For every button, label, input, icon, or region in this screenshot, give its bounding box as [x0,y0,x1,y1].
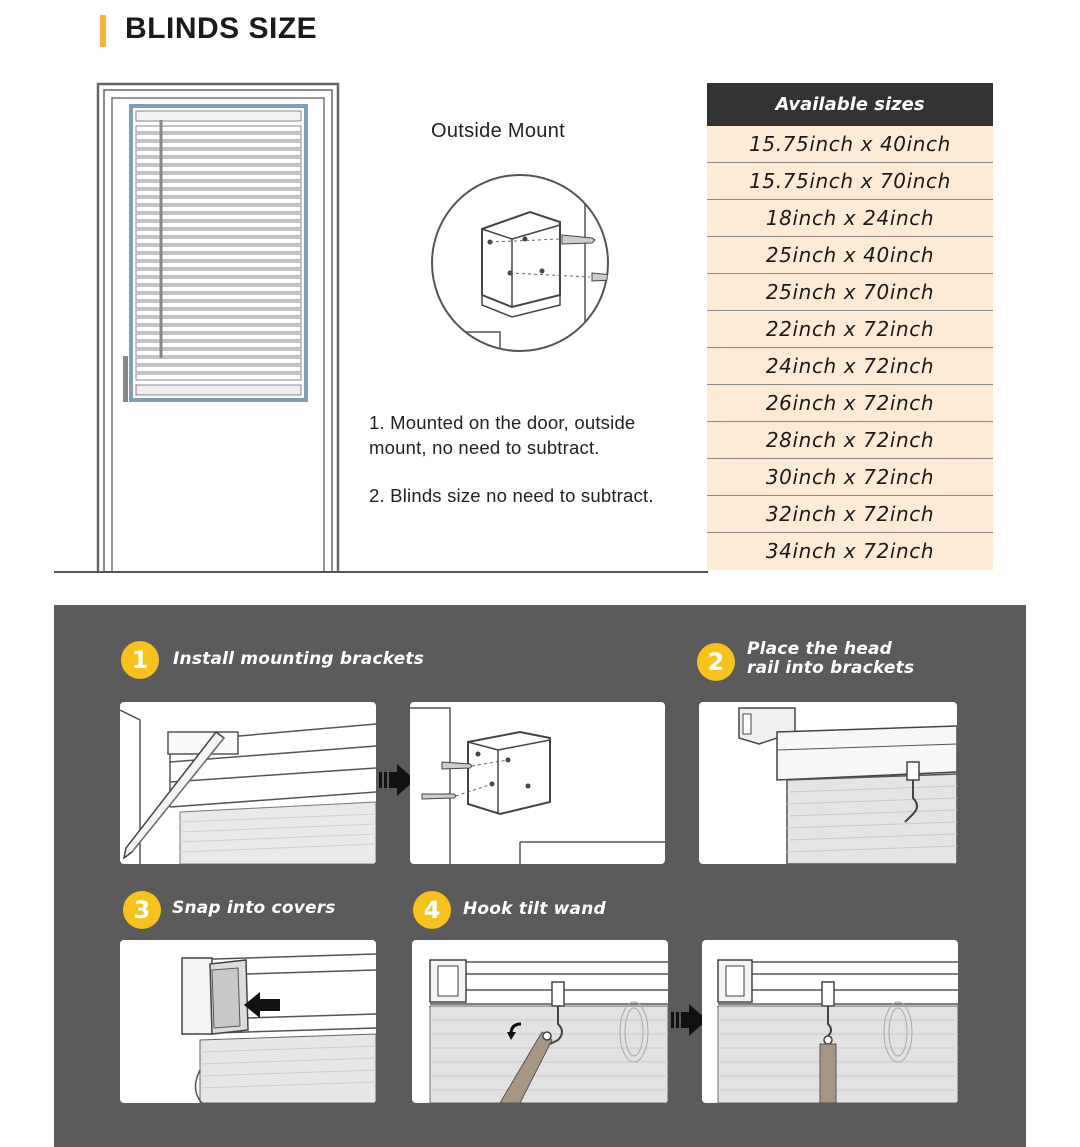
size-row: 25inch x 70inch [707,274,993,311]
step-3-badge: 3 [123,891,161,929]
step-3-label: Snap into covers [172,898,336,918]
floor-line [54,571,708,573]
step-4-illustration-after [702,940,958,1103]
step-4-label: Hook tilt wand [463,899,606,919]
mount-title: Outside Mount [431,120,565,142]
size-row: 22inch x 72inch [707,311,993,348]
blind-slat [136,374,301,380]
size-row: 34inch x 72inch [707,533,993,570]
step-4-illustration-before [412,940,668,1103]
step-2-label-line-1: Place the head [747,639,893,659]
page-title: BLINDS SIZE [125,12,318,45]
size-row: 26inch x 72inch [707,385,993,422]
step-2-illustration [699,702,957,864]
size-row: 30inch x 72inch [707,459,993,496]
outside-mount-detail [420,167,620,362]
size-row: 25inch x 40inch [707,237,993,274]
rotate-arrow-icon [507,1020,529,1042]
mount-note-2: 2. Blinds size no need to subtract. [369,485,654,506]
blind-slat [136,366,301,372]
step-4-badge: 4 [413,891,451,929]
available-sizes-table [707,83,993,570]
step-1-badge: 1 [121,641,159,679]
size-row: 28inch x 72inch [707,422,993,459]
left-arrow-icon [242,990,282,1020]
step-3-illustration [120,940,376,1103]
size-row: 15.75inch x 40inch [707,126,993,163]
mount-note-1: 1. Mounted on the door, outside mount, no need to subtract. [369,412,636,458]
title-accent-bar [100,15,106,47]
size-row: 15.75inch x 70inch [707,163,993,200]
door-illustration [90,78,350,574]
step-1-illustration-screws [410,702,665,864]
size-row: 18inch x 24inch [707,200,993,237]
blind-slat [136,358,301,364]
size-row: 24inch x 72inch [707,348,993,385]
step-1-illustration-pencil [120,702,376,864]
step-2-label-line-2: rail into brackets [747,658,915,678]
step-2-badge: 2 [697,643,735,681]
size-row: 32inch x 72inch [707,496,993,533]
sizes-table-header: Available sizes [707,83,993,126]
step-1-label: Install mounting brackets [173,649,425,669]
